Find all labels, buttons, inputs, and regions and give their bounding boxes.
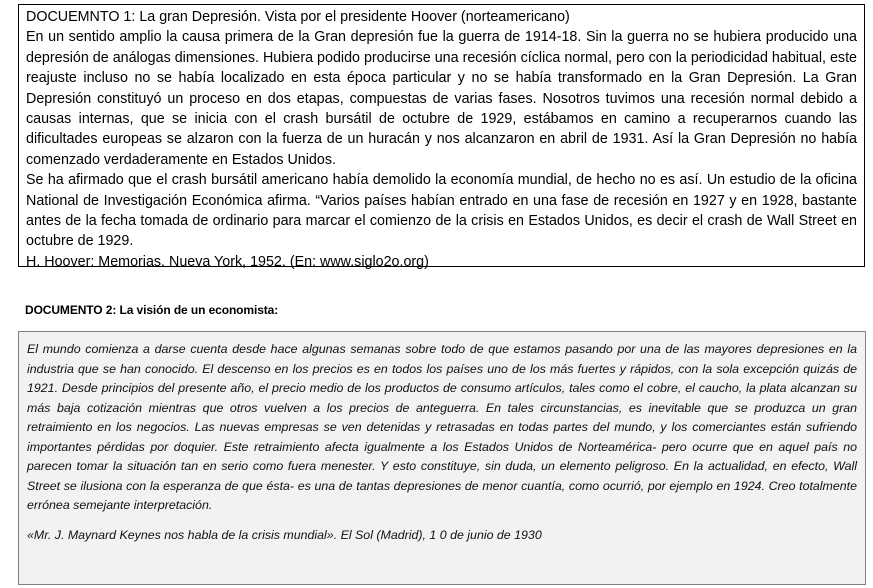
document-1-box [18,4,865,270]
document-2-box [18,331,866,585]
document-1-paragraph-2: Se ha afirmado que el crash bursátil americano había demolido la economía mundial, de hecho no es así. Un estudio de la oficina National de Investigación Económica afirma. “Varios países habían entrado en una fase de recesión en 1927 y en 1928, bastante antes de la fecha tomada de ordinario para marcar el comienzo de la crisis en Estados Unidos, es decir el crash de Wall Street en octubre de 1929. [26,172,857,250]
document-2-body: El mundo comienza a darse cuenta desde hace algunas semanas sobre todo de que estamos pasando por una de las mayores depresiones en la industria que se han conocido. El descenso en los precios es en todos los países uno de los más fuertes y rápidos, con la sola excepción quizás de 1921. Desde principios del presente año, el precio medio de los productos de consumo artículos, tales como el cobre, el caucho, la plata alcanzan su más baja cotización mientras que otros vuelven a los precios de anteguerra. En tales circunstancias, es inevitable que se produzca un gran retraimiento en los negocios. Las nuevas empresas se ven detenidas y retrasadas en todas partes del mundo, y los comerciantes están sufriendo importantes pérdidas por doquier. Este retraimiento afecta igualmente a los Estados Unidos de Norteamérica- pero ocurre que en aquel país no parecen tomar la situación tan en serio como fuera menester. Y esto constituye, sin duda, un elemento peligroso. En la actualidad, en efecto, Wall Street se ilusiona con la esperanza de que ésta- es una de tantas depresiones de menor cuantía, como ocurrió, por ejemplo en 1924. Creo totalmente errónea semejante interpretación. [27,342,857,513]
document-2-title: DOCUMENTO 2: La visión de un economista: [25,303,279,317]
document-2-citation: «Mr. J. Maynard Keynes nos habla de la crisis mundial». El Sol (Madrid), 1 0 de junio de 1930 [27,527,542,542]
document-1-source: H. Hoover: Memorias. Nueva York, 1952. (En: www.siglo2o.org) [26,253,429,270]
document-1-paragraph-1: En un sentido amplio la causa primera de la Gran depresión fue la guerra de 1914-18. Sin la guerra no se hubiera producido una depresión de análogas dimensiones. Hubiera podido producirse una recesión cíclica normal, pero con la periodicidad habitual, este reajuste incluso no se había localizado en esta época particular y no se había transformado en la Gran Depresión. La Gran Depresión constituyó un proceso en dos etapas, compuestas de varias fases. Nosotros tuvimos una recesión normal debido a causas internas, que se inicia con el crash bursátil de octubre de 1929, estábamos en camino a recuperarnos cuando las dificultades europeas se alzaron con la fuerza de un huracán y nos alcanzaron en abril de 1931. Así la Gran Depresión no había comenzado verdaderamente en Estados Unidos. [26,29,857,168]
document-1-title: DOCUEMNTO 1: La gran Depresión. Vista por el presidente Hoover (norteamericano) [26,9,570,25]
